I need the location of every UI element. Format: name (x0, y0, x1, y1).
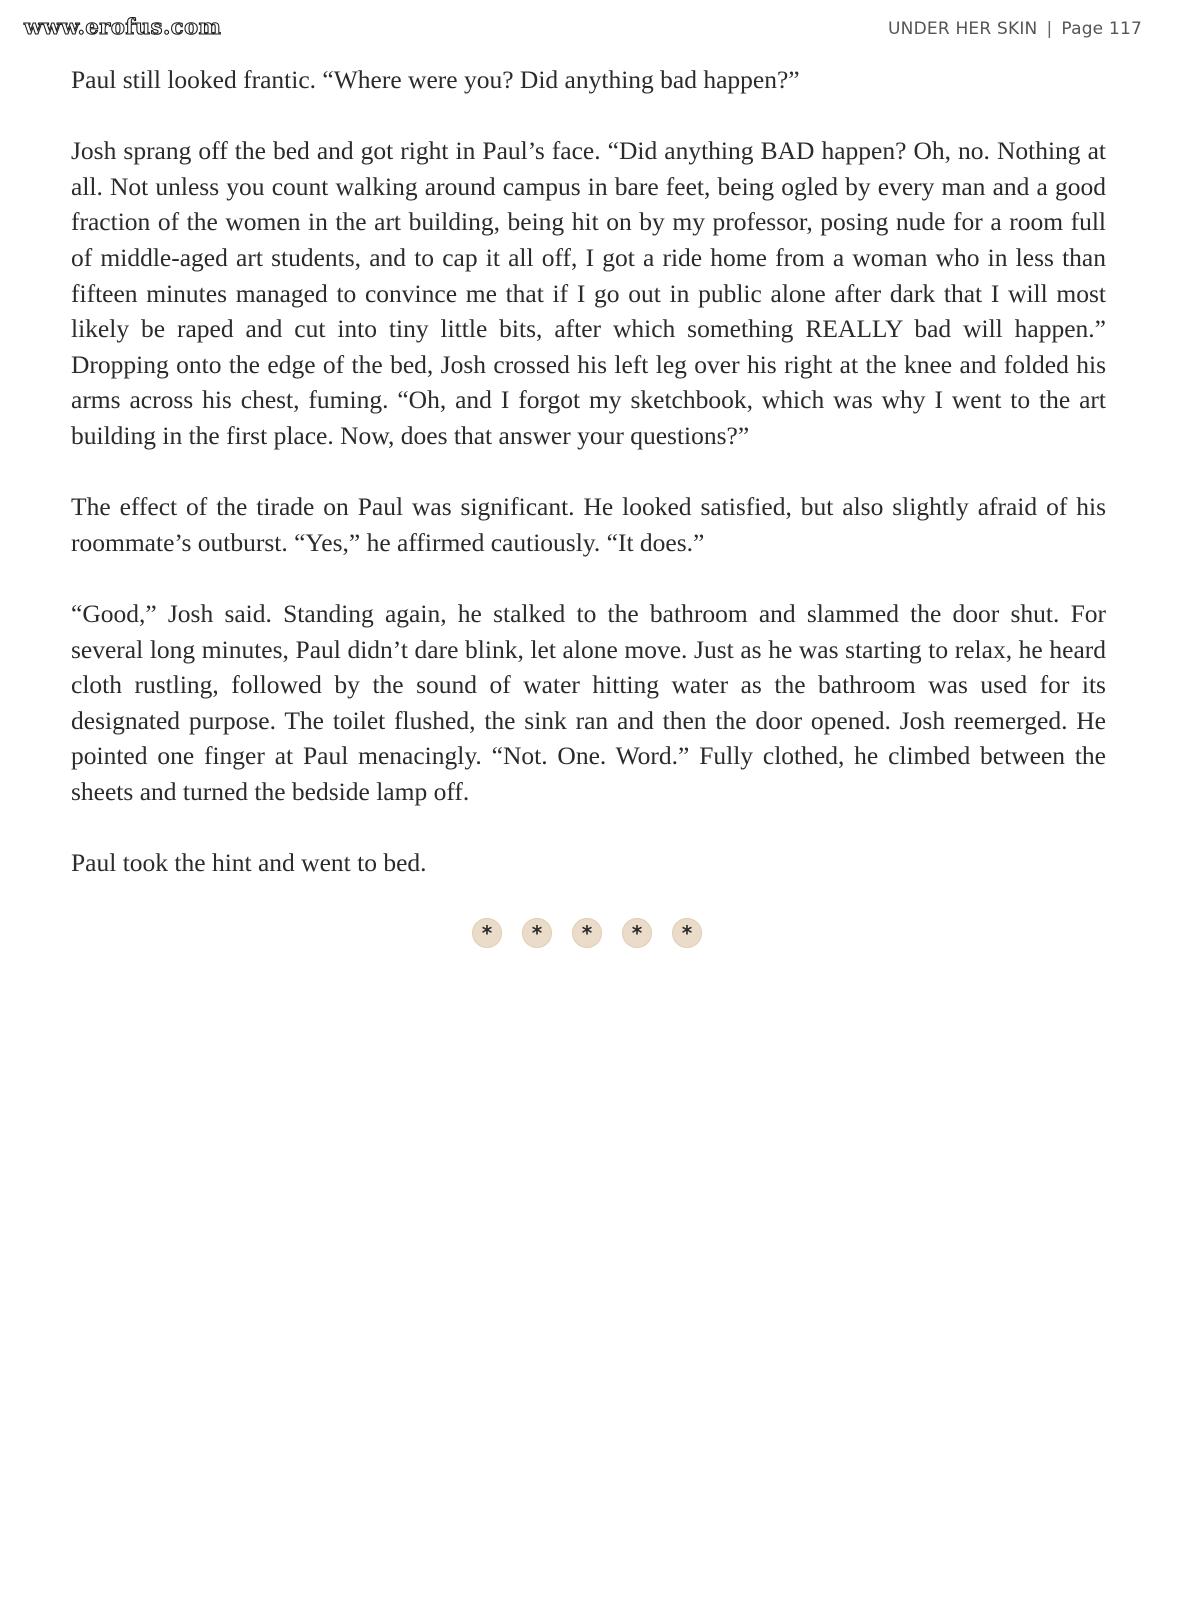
flower-asterisk-icon: * (522, 918, 552, 948)
chapter-body (71, 62, 1106, 916)
site-watermark: www.erofus.com (24, 14, 222, 39)
paragraph: Paul still looked frantic. “Where were you? Did anything bad happen?” (71, 65, 800, 94)
flower-asterisk-icon: * (672, 918, 702, 948)
book-title: UNDER HER SKIN (888, 19, 1038, 39)
scene-break-divider (472, 918, 702, 948)
running-header (888, 19, 1142, 39)
paragraph: Paul took the hint and went to bed. (71, 848, 427, 878)
paragraph: Josh sprang off the bed and got right in Paul’s face. “Did anything BAD happen? Oh, no. Nothing at all. Not unless you count walking around campus in bare feet, being ogled by every man and a good fraction of the women in the art building, being hit on by my professor, posing nude for a room full of middle-aged art students, and to cap it all off, I got a ride home from a woman who in less than fifteen minutes managed to convince me that if I go out in public alone after dark that I will most likely be raped and cut into tiny little bits, after which something REALLY bad will happen.” Dropping onto the edge of the bed, Josh crossed his left leg over his right at the knee and folded his arms across his chest, fuming. “Oh, and I forgot my sketchbook, which was why I went to the art building in the first place. Now, does that answer your questions?” (71, 136, 1106, 450)
header-separator: | (1046, 19, 1053, 39)
paragraph: The effect of the tirade on Paul was significant. He looked satisfied, but also slightly afraid of his roommate’s outburst. “Yes,” he affirmed cautiously. “It does.” (71, 492, 1106, 557)
flower-asterisk-icon: * (572, 918, 602, 948)
paragraph: “Good,” Josh said. Standing again, he stalked to the bathroom and slammed the door shut. For several long minutes, Paul didn’t dare blink, let alone move. Just as he was starting to relax, he heard cloth rustling, followed by the sound of water hitting water as the bathroom was used for its designated purpose. The toilet flushed, the sink ran and then the door opened. Josh reemerged. He pointed one finger at Paul menacingly. “Not. One. Word.” Fully clothed, he climbed between the sheets and turned the bedside lamp off. (71, 598, 1106, 806)
flower-asterisk-icon: * (622, 918, 652, 948)
page-number: Page 117 (1061, 19, 1142, 39)
flower-asterisk-icon: * (472, 918, 502, 948)
